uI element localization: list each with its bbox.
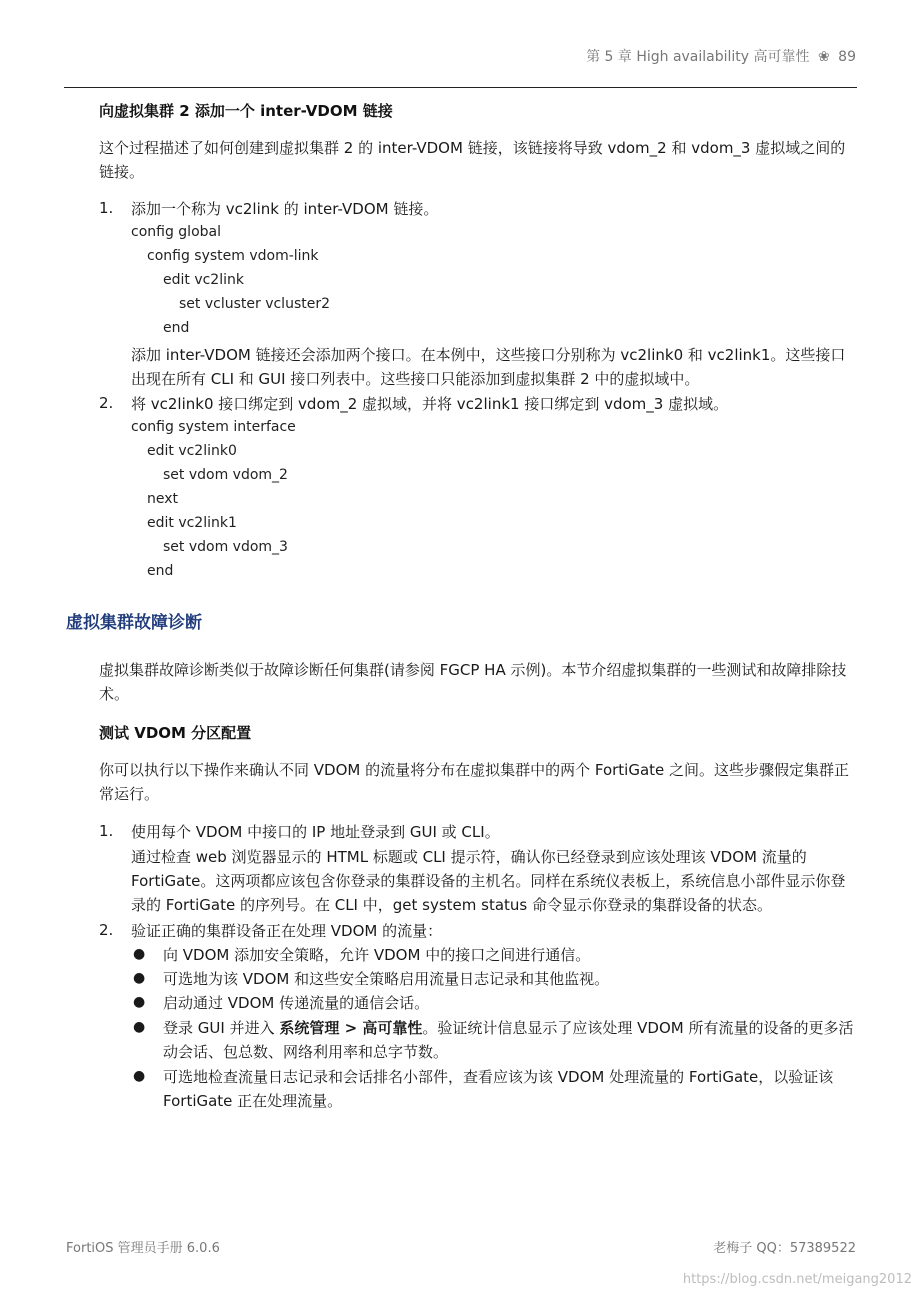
bullet-item: 可选地检查流量日志记录和会话排名小部件，查看应该为该 VDOM 处理流量的 FortiGate，以验证该 FortiGate 正在处理流量。 [163,1068,834,1110]
s2-step2-number: 2. [99,921,114,939]
bullet-item: 向 VDOM 添加安全策略，允许 VDOM 中的接口之间进行通信。 [163,946,591,964]
subsection-intro: 你可以执行以下操作来确认不同 VDOM 的流量将分布在虚拟集群中的两个 FortiGate 之间。这些步骤假定集群正常运行。 [99,761,850,803]
s1-step2-text: 将 vc2link0 接口绑定到 vdom_2 虚拟域，并将 vc2link1 接口绑定到 vdom_3 虚拟域。 [131,395,729,413]
code-line: edit vc2link [163,272,244,288]
s2-step1-note: 通过检查 web 浏览器显示的 HTML 标题或 CLI 提示符，确认你已经登录到应该处理该 VDOM 流量的 FortiGate。这两项都应该包含你登录的集群设备的主机名。同样在系统仪表板上，系统信息小部件显示你登录的 FortiGate 的序列号。在 CLI 中，get system status 命令显示你登录的集群设备的状态。 [131,848,846,914]
s1-step1-text: 添加一个称为 vc2link 的 inter-VDOM 链接。 [131,200,439,218]
code-line: set vcluster vcluster2 [179,296,330,312]
code-line: set vdom vdom_3 [163,539,288,555]
header-rule [64,87,857,88]
bullet-icon: ● [133,946,146,962]
code-line: edit vc2link0 [147,443,237,459]
bullet-icon: ● [133,970,146,986]
footer-right: 老梅子 QQ：57389522 [713,1241,856,1256]
footer-left: FortiOS 管理员手册 6.0.6 [66,1241,220,1256]
running-header [500,46,856,66]
code-line: end [147,563,174,579]
bullet-item: 可选地为该 VDOM 和这些安全策略启用流量日志记录和其他监视。 [163,970,610,988]
code-line: config system interface [131,419,296,435]
chapter-title: 第 5 章 High availability 高可靠性 [586,49,810,65]
code-line: next [147,491,179,507]
flower-icon: ❀ [817,49,830,65]
section1-title: 向虚拟集群 2 添加一个 inter-VDOM 链接 [99,102,393,120]
menu-path: 系统管理 > 高可靠性 [279,1019,423,1037]
s2-step1-number: 1. [99,822,114,840]
code-line: config global [131,224,221,240]
watermark: https://blog.csdn.net/meigang2012 [682,1272,912,1287]
bullet4-pre: 登录 GUI 并进入 [163,1019,280,1037]
bullet-icon: ● [133,994,146,1010]
code-line: edit vc2link1 [147,515,237,531]
bullet-icon: ● [133,1019,146,1035]
code-line: config system vdom-link [147,248,319,264]
s1-step1-number: 1. [99,199,114,217]
section1-intro: 这个过程描述了如何创建到虚拟集群 2 的 inter-VDOM 链接，该链接将导致 vdom_2 和 vdom_3 虚拟域之间的链接。 [99,139,846,181]
bullet-icon: ● [133,1068,146,1084]
bullet-item [163,1016,859,1064]
s1-step1-note: 添加 inter-VDOM 链接还会添加两个接口。在本例中，这些接口分别称为 vc2link0 和 vc2link1。这些接口出现在所有 CLI 和 GUI 接口列表中。这些接口只能添加到虚拟集群 2 中的虚拟域中。 [131,346,846,388]
section2-intro: 虚拟集群故障诊断类似于故障诊断任何集群(请参阅 FGCP HA 示例)。本节介绍虚拟集群的一些测试和故障排除技术。 [99,661,847,703]
section2-title: 虚拟集群故障诊断 [66,613,202,633]
bullet4-post: 。验证统计信息显示了应该处理 VDOM 所有流量的设备的更多活动会话、包总数、网络利用率和总字节数。 [163,1019,854,1061]
page-number: 89 [838,49,856,65]
subsection-title: 测试 VDOM 分区配置 [99,724,252,742]
bullet-item: 启动通过 VDOM 传递流量的通信会话。 [163,994,430,1012]
code-line: end [163,320,190,336]
s2-step1-text: 使用每个 VDOM 中接口的 IP 地址登录到 GUI 或 CLI。 [131,823,500,841]
s2-step2-text: 验证正确的集群设备正在处理 VDOM 的流量： [131,922,443,940]
code-line: set vdom vdom_2 [163,467,288,483]
s1-step2-number: 2. [99,394,114,412]
